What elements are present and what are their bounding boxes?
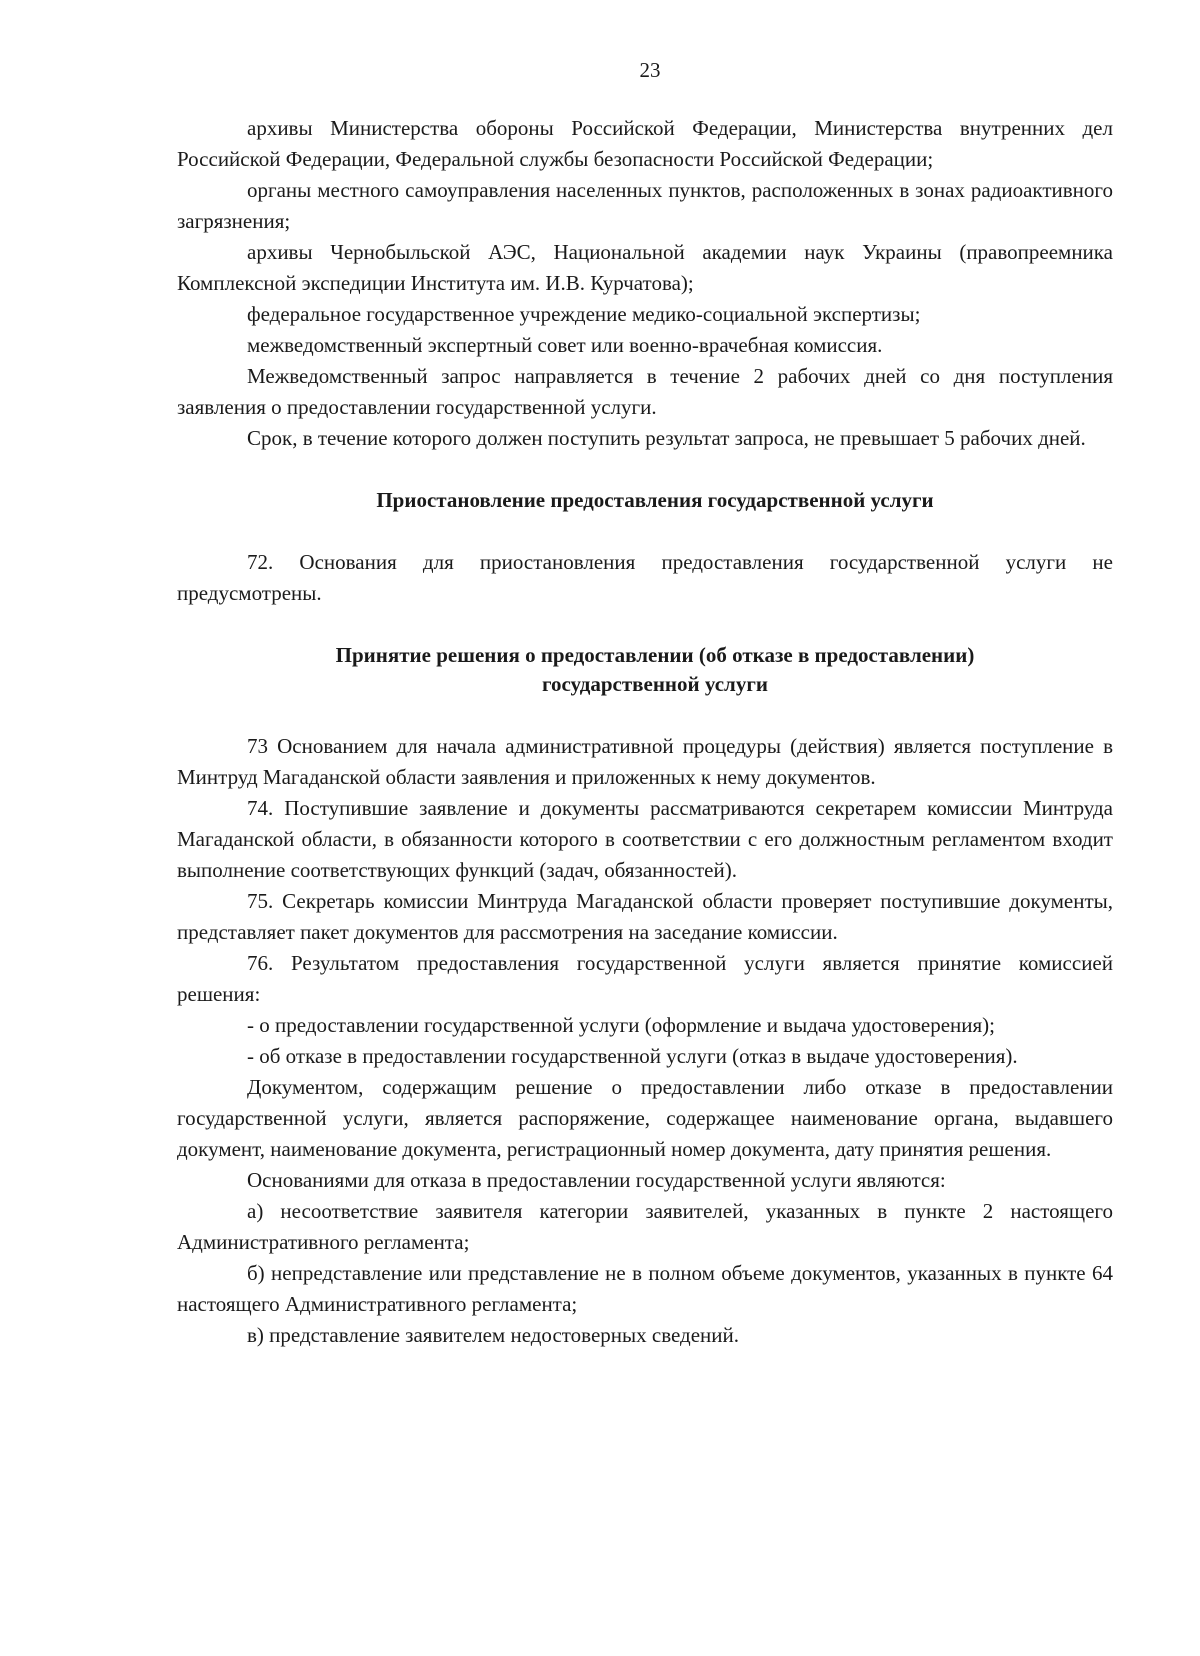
list-item-grant: - о предоставлении государственной услуги (оформление и выдача удостоверения);	[247, 1013, 996, 1037]
list-item-a: а) несоответствие заявителя категории заявителей, указанных в пункте 2 настоящего Административного регламента;	[177, 1199, 1113, 1254]
paragraph-archives-ministries: архивы Министерства обороны Российской Федерации, Министерства внутренних дел Российской Федерации, Федеральной службы безопасности Российской Федерации;	[177, 116, 1113, 171]
page-number: 23	[639, 58, 661, 82]
paragraph-72: 72. Основания для приостановления предоставления государственной услуги не предусмотрены.	[177, 550, 1113, 605]
list-item-refusal: - об отказе в предоставлении государственной услуги (отказ в выдаче удостоверения).	[247, 1044, 1018, 1068]
document-body	[177, 113, 1113, 1351]
paragraph-expert-council: межведомственный экспертный совет или военно-врачебная комиссия.	[247, 333, 883, 357]
paragraph-decision-document: Документом, содержащим решение о предоставлении либо отказе в предоставлении государственной услуги, является распоряжение, содержащее наименование органа, выдавшего документ, наименование документа, регистрационный номер документа, дату принятия решения.	[177, 1075, 1113, 1161]
list-item-b: б) непредставление или представление не в полном объеме документов, указанных в пункте 64 настоящего Административного регламента;	[177, 1261, 1113, 1316]
section-heading-decision	[177, 641, 1113, 699]
paragraph-response-term: Срок, в течение которого должен поступить результат запроса, не превышает 5 рабочих дней.	[247, 426, 1086, 450]
paragraph-archives-chernobyl: архивы Чернобыльской АЭС, Национальной академии наук Украины (правопреемника Комплексной экспедиции Института им. И.В. Курчатова);	[177, 240, 1113, 295]
paragraph-74: 74. Поступившие заявление и документы рассматриваются секретарем комиссии Минтруда Магаданской области, в обязанности которого в соответствии с его должностным регламентом входит выполнение соответствующих функций (задач, обязанностей).	[177, 796, 1113, 882]
list-item-c: в) представление заявителем недостоверных сведений.	[247, 1323, 740, 1347]
paragraph-75: 75. Секретарь комиссии Минтруда Магаданской области проверяет поступившие документы, представляет пакет документов для рассмотрения на заседание комиссии.	[177, 889, 1113, 944]
paragraph-refusal-grounds: Основаниями для отказа в предоставлении государственной услуги являются:	[247, 1168, 946, 1192]
section-heading-decision-line2: государственной услуги	[542, 672, 768, 696]
paragraph-76: 76. Результатом предоставления государственной услуги является принятие комиссией решения:	[177, 951, 1113, 1006]
section-heading-suspension: Приостановление предоставления государственной услуги	[376, 488, 934, 512]
paragraph-medical-expertise: федеральное государственное учреждение медико-социальной экспертизы;	[247, 302, 921, 326]
paragraph-local-government: органы местного самоуправления населенных пунктов, расположенных в зонах радиоактивного загрязнения;	[177, 178, 1113, 233]
section-heading-decision-line1: Принятие решения о предоставлении (об отказе в предоставлении)	[335, 643, 975, 667]
paragraph-request-term: Межведомственный запрос направляется в течение 2 рабочих дней со дня поступления заявления о предоставлении государственной услуги.	[177, 364, 1113, 419]
paragraph-73: 73 Основанием для начала административной процедуры (действия) является поступление в Минтруд Магаданской области заявления и приложенных к нему документов.	[177, 734, 1113, 789]
